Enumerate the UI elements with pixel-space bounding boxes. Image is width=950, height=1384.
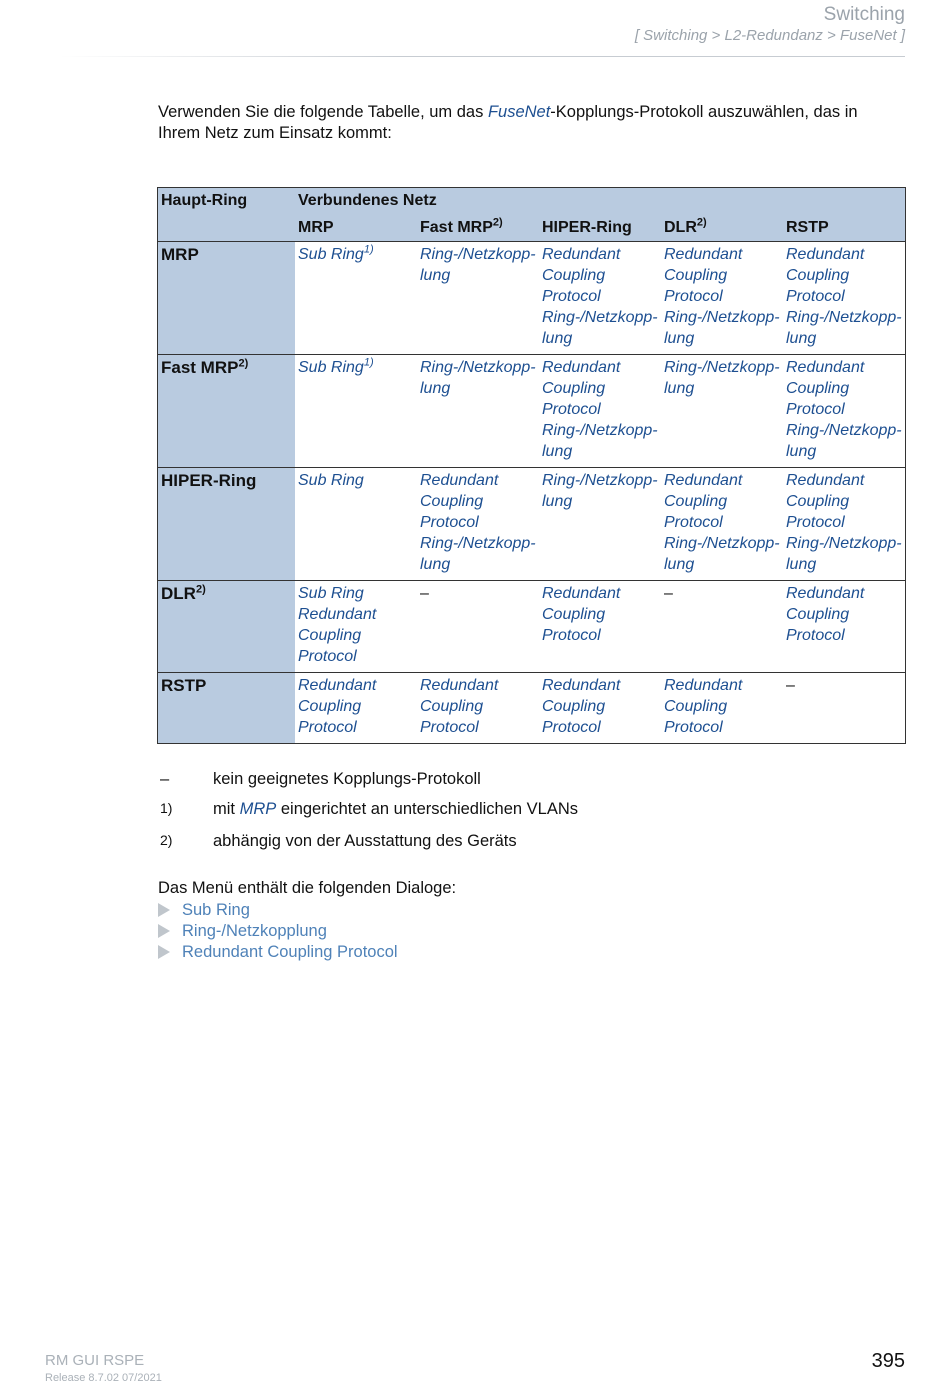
protocol-line: lung xyxy=(420,267,451,284)
footnote-marker: 2) xyxy=(492,216,503,229)
column-header xyxy=(539,211,661,242)
protocol-line: Redundant xyxy=(542,677,621,694)
dialog-list xyxy=(158,900,398,963)
footnote-marker: 1) xyxy=(363,243,374,256)
table-cell xyxy=(661,355,783,468)
table-cell xyxy=(417,242,539,355)
protocol-line: lung xyxy=(542,330,573,347)
no-protocol-dash: – xyxy=(420,585,429,602)
protocol-line: Ring-/Netzkopp- xyxy=(420,535,536,552)
protocol-line: Protocol xyxy=(664,514,723,531)
no-protocol-dash: – xyxy=(664,585,673,602)
protocol-line: Protocol xyxy=(664,288,723,305)
dialog-link[interactable] xyxy=(158,900,398,921)
footnote-text xyxy=(213,800,578,819)
protocol-line: Redundant xyxy=(542,585,621,602)
table-cell xyxy=(783,468,906,581)
fusenet-link[interactable]: FuseNet xyxy=(487,103,551,121)
protocol-line: Ring-/Netzkopp- xyxy=(420,246,536,263)
table-row xyxy=(158,355,906,468)
footnote-text xyxy=(213,832,517,851)
page-number: 395 xyxy=(871,1350,905,1372)
intro-text-after: -Kopplungs-Protokoll auszuwählen, das in Ihrem Netz zum Einsatz kommt: xyxy=(158,103,858,142)
column-header-label: RSTP xyxy=(786,219,829,236)
protocol-line: Sub Ring xyxy=(298,585,364,602)
dialog-link[interactable] xyxy=(158,921,398,942)
triangle-bullet-icon xyxy=(158,903,170,917)
protocol-line: Ring-/Netzkopp- xyxy=(420,359,536,376)
protocol-line: Coupling xyxy=(420,698,484,715)
table-row xyxy=(158,242,906,355)
protocol-line: Coupling xyxy=(542,698,606,715)
protocol-line: lung xyxy=(420,380,451,397)
table-row xyxy=(158,468,906,581)
footnote-symbol: 2) xyxy=(160,832,173,848)
header-connected-network: Verbundenes Netz xyxy=(295,188,906,212)
table-header-row xyxy=(158,188,906,212)
protocol-line: lung xyxy=(664,330,695,347)
footer-release: Release 8.7.02 07/2021 xyxy=(45,1372,162,1384)
row-header xyxy=(158,468,296,581)
protocol-line: Protocol xyxy=(542,627,601,644)
table-cell xyxy=(783,355,906,468)
protocol-line: Protocol xyxy=(786,401,845,418)
column-header xyxy=(783,211,906,242)
intro-paragraph xyxy=(158,102,903,144)
footnote-marker: 1) xyxy=(363,356,374,369)
protocol-line: Ring-/Netzkopp- xyxy=(542,472,658,489)
row-header-label: RSTP xyxy=(161,676,207,695)
protocol-line: Protocol xyxy=(542,719,601,736)
protocol-line: Ring-/Netzkopp- xyxy=(786,535,902,552)
protocol-line: Redundant xyxy=(786,359,865,376)
coupling-protocol-table xyxy=(157,187,906,744)
footnote-marker: 2) xyxy=(238,357,249,370)
mrp-link[interactable]: MRP xyxy=(239,800,277,818)
protocol-line: Ring-/Netzkopp- xyxy=(786,422,902,439)
table-cell xyxy=(661,242,783,355)
protocol-line: lung xyxy=(542,443,573,460)
protocol-line: Ring-/Netzkopp- xyxy=(542,422,658,439)
protocol-line: Redundant xyxy=(664,472,743,489)
table-cell xyxy=(417,355,539,468)
footnote-marker: 2) xyxy=(195,583,206,596)
menu-intro: Das Menü enthält die folgenden Dialoge: xyxy=(158,879,457,897)
protocol-line: Sub Ring$^{1)}$ xyxy=(298,243,374,263)
protocol-line: Coupling xyxy=(298,627,362,644)
protocol-line: lung xyxy=(420,556,451,573)
protocol-line: Coupling xyxy=(786,267,850,284)
row-header-label: Fast MRP xyxy=(161,358,239,377)
page-header-title: Switching xyxy=(823,4,905,25)
protocol-line: Coupling xyxy=(786,493,850,510)
row-header-label: DLR xyxy=(161,584,196,603)
table-cell xyxy=(295,468,417,581)
header-divider xyxy=(60,56,905,57)
protocol-line: lung xyxy=(664,556,695,573)
protocol-line: lung xyxy=(664,380,695,397)
footnote-text-before: mit xyxy=(213,800,240,818)
protocol-line: Coupling xyxy=(786,380,850,397)
protocol-line: Protocol xyxy=(542,288,601,305)
dialog-link-label: Sub Ring xyxy=(182,901,250,919)
protocol-line: Coupling xyxy=(786,606,850,623)
dialog-link[interactable] xyxy=(158,942,398,963)
footer-doc-name: RM GUI RSPE xyxy=(45,1352,145,1369)
intro-text-before: Verwenden Sie die folgende Tabelle, um das xyxy=(158,103,488,121)
column-header xyxy=(661,211,783,242)
footnote-text-before: abhängig von der Ausstattung des Geräts xyxy=(213,832,517,850)
protocol-line: Sub Ring xyxy=(298,472,364,489)
protocol-line: Protocol xyxy=(298,719,357,736)
table-cell xyxy=(783,242,906,355)
protocol-line: Ring-/Netzkopp- xyxy=(786,309,902,326)
table-row xyxy=(158,581,906,673)
column-header-label: MRP xyxy=(298,219,334,236)
row-header xyxy=(158,673,296,744)
protocol-line: Sub Ring$^{1)}$ xyxy=(298,356,374,376)
footnote-symbol: – xyxy=(160,770,170,788)
table-cell xyxy=(295,242,417,355)
protocol-line: Coupling xyxy=(420,493,484,510)
table-cell xyxy=(539,581,661,673)
protocol-line: Coupling xyxy=(298,698,362,715)
column-header-label: Fast MRP xyxy=(420,219,493,236)
protocol-line: Coupling xyxy=(664,267,728,284)
table-cell xyxy=(295,355,417,468)
protocol-line: lung xyxy=(786,330,817,347)
protocol-line: Protocol xyxy=(542,401,601,418)
header-main-ring: Haupt-Ring xyxy=(158,188,296,242)
row-header-label: HIPER-Ring xyxy=(161,471,257,490)
footnote-marker: 2) xyxy=(696,216,707,229)
row-header-label: MRP xyxy=(161,245,199,264)
row-header xyxy=(158,355,296,468)
protocol-line: Coupling xyxy=(542,380,606,397)
dialog-link-label: Ring-/Netzkopplung xyxy=(182,922,327,940)
protocol-line: Redundant xyxy=(542,359,621,376)
column-header-label: HIPER-Ring xyxy=(542,219,632,236)
protocol-line: lung xyxy=(542,493,573,510)
protocol-line: Protocol xyxy=(420,514,479,531)
protocol-line: Protocol xyxy=(420,719,479,736)
column-header xyxy=(295,211,417,242)
column-header xyxy=(417,211,539,242)
protocol-line: lung xyxy=(786,443,817,460)
protocol-line: Redundant xyxy=(664,246,743,263)
column-header-label: DLR xyxy=(664,219,697,236)
protocol-line: Coupling xyxy=(542,606,606,623)
row-header xyxy=(158,242,296,355)
protocol-line: Protocol xyxy=(786,288,845,305)
protocol-line: Ring-/Netzkopp- xyxy=(542,309,658,326)
table-cell xyxy=(539,242,661,355)
footnote-symbol: 1) xyxy=(160,800,173,816)
protocol-line: Protocol xyxy=(664,719,723,736)
protocol-line: Redundant xyxy=(420,472,499,489)
table-cell xyxy=(295,673,417,744)
table-cell xyxy=(539,673,661,744)
table-row xyxy=(158,673,906,744)
table-cell xyxy=(783,673,906,744)
table-cell xyxy=(783,581,906,673)
protocol-line: Redundant xyxy=(298,677,377,694)
protocol-line: Redundant xyxy=(664,677,743,694)
footnote-text-before: kein geeignetes Kopplungs-Protokoll xyxy=(213,770,481,788)
protocol-line: Coupling xyxy=(542,267,606,284)
table-cell xyxy=(661,581,783,673)
triangle-bullet-icon xyxy=(158,924,170,938)
protocol-line: Redundant xyxy=(298,606,377,623)
protocol-line: Ring-/Netzkopp- xyxy=(664,309,780,326)
protocol-line: Redundant xyxy=(786,585,865,602)
protocol-line: Ring-/Netzkopp- xyxy=(664,359,780,376)
protocol-line: Coupling xyxy=(664,493,728,510)
footnote-text-after: eingerichtet an unterschiedlichen VLANs xyxy=(276,800,579,818)
protocol-line: Protocol xyxy=(786,514,845,531)
table-cell xyxy=(539,355,661,468)
breadcrumb: [ Switching > L2-Redundanz > FuseNet ] xyxy=(634,27,905,44)
table-cell xyxy=(417,581,539,673)
protocol-line: Redundant xyxy=(786,472,865,489)
protocol-line: Redundant xyxy=(420,677,499,694)
protocol-line: Protocol xyxy=(786,627,845,644)
footnote-text xyxy=(213,770,481,789)
protocol-line: lung xyxy=(786,556,817,573)
table-cell xyxy=(661,468,783,581)
table-cell xyxy=(661,673,783,744)
table-cell xyxy=(417,468,539,581)
protocol-line: Coupling xyxy=(664,698,728,715)
protocol-line: Redundant xyxy=(542,246,621,263)
table-cell xyxy=(539,468,661,581)
dialog-link-label: Redundant Coupling Protocol xyxy=(182,943,398,961)
triangle-bullet-icon xyxy=(158,945,170,959)
table-cell xyxy=(417,673,539,744)
no-protocol-dash: – xyxy=(786,677,795,694)
protocol-line: Protocol xyxy=(298,648,357,665)
row-header xyxy=(158,581,296,673)
table-cell xyxy=(295,581,417,673)
protocol-line: Ring-/Netzkopp- xyxy=(664,535,780,552)
protocol-line: Redundant xyxy=(786,246,865,263)
